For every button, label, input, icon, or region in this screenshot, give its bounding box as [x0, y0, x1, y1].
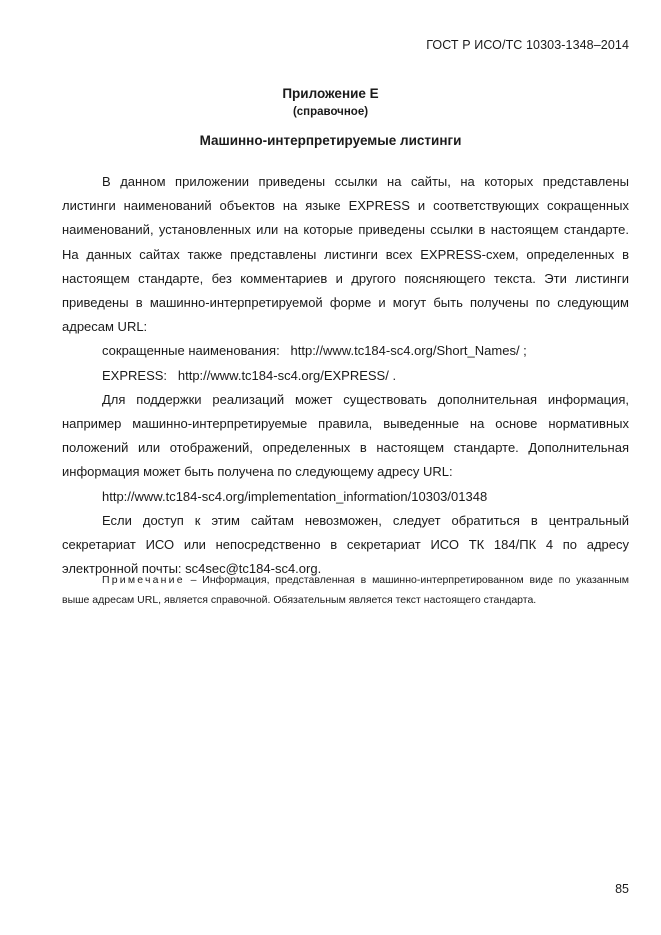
note-block [62, 570, 629, 610]
paragraph-contact: Если доступ к этим сайтам невозможен, следует обратиться в центральный секретариат ИСО или непосредственно в секретариат ИСО ТК 184/ПК 4 по адресу электронной почты: sc4sec@tc184-sc4.org. [62, 512, 629, 577]
implementation-url-line: http://www.tc184-sc4.org/implementation_information/10303/01348 [102, 488, 488, 504]
document-standard-id: ГОСТ Р ИСО/ТС 10303-1348–2014 [426, 38, 629, 52]
body-text [62, 170, 629, 581]
appendix-subtitle: (справочное) [292, 106, 369, 118]
page-number: 85 [615, 882, 629, 896]
note-text: – Информация, представленная в машинно-интерпретированном виде по указанным выше адресам URL, является справочной. Обязательным является текст настоящего стандарта. [62, 574, 629, 606]
short-names-url-line: сокращенные наименования: http://www.tc184-sc4.org/Short_Names/ ; [102, 343, 527, 359]
section-title: Машинно-интерпретируемые листинги [199, 133, 462, 148]
appendix-title: Приложение Е [282, 86, 379, 101]
paragraph-intro: В данном приложении приведены ссылки на сайты, на которых представлены листинги наименований объектов на языке EXPRESS и соответствующих сокращенных наименований, установленных или на которые приведены ссылки в настоящем стандарте. На данных сайтах также представлены листинги всех EXPRESS-схем, определенных в настоящем стандарте, без комментариев и другого поясняющего текста. Эти листинги приведены в машинно-интерпретируемой форме и могут быть получены по следующим адресам URL: [62, 174, 629, 335]
paragraph-additional-info: Для поддержки реализаций может существовать дополнительная информация, например машинно-интерпретируемые правила, выведенные на основе нормативных положений или отображений, определенных в настоящем стандарте. Дополнительная информация может быть получена по следующему адресу URL: [62, 391, 629, 480]
express-url-line: EXPRESS: http://www.tc184-sc4.org/EXPRESS/ . [102, 367, 397, 383]
note-label: Примечание [102, 574, 185, 586]
